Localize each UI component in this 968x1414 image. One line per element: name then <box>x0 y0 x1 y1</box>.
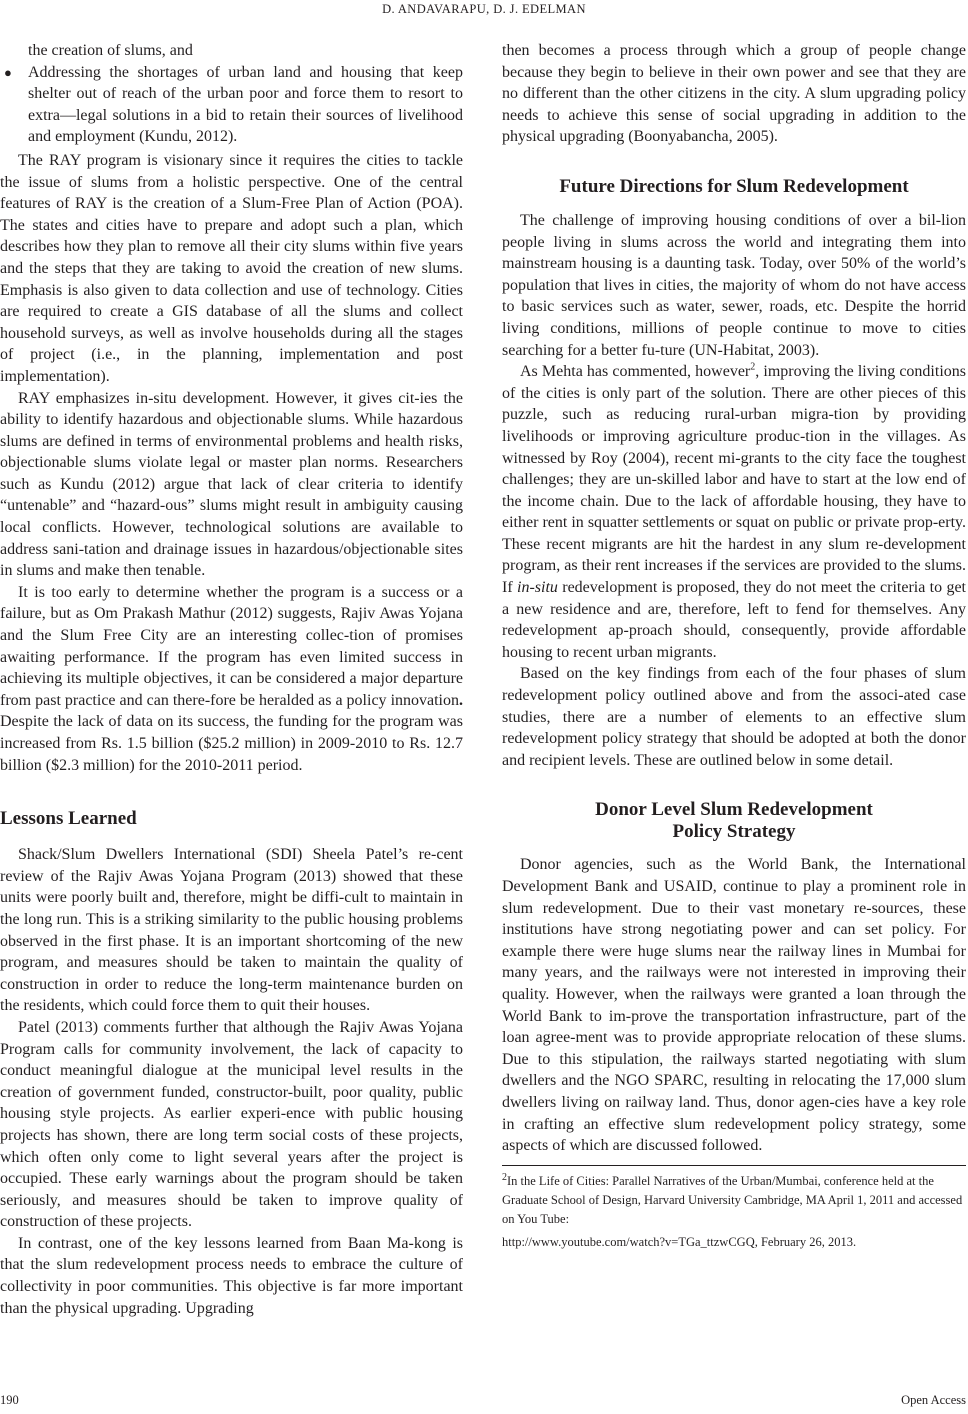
paragraph-donor-agencies: Donor agencies, such as the World Bank, the International Development Bank and USAID, continue to play a prominent role in slum redevelopment. Due to their vast monetary re-sources, these institutions have strong negotiating power and can set policy. For example there were huge slums near the railway lines in Mumbai for many years, and the railways were not interested in improving their quality. However, when the railways were granted a loan through the World Bank to im-prove the transportation infrastructure, part of the loan agree-ment was to provide appropriate relocation of these slums. Due to this stipulation, the railways started negotiating with slum dwellers and the NGO SPARC, resulting in relocating the 17,000 slum dwellers living on railway land. Thus, donor agen-cies have a key role in crafting an effective slum redevelopment policy strategy, some aspects of which are discussed followed. <box>502 856 966 1155</box>
section-heading-lessons-learned: Lessons Learned <box>0 808 137 830</box>
running-head: D. ANDAVARAPU, D. J. EDELMAN <box>382 2 586 16</box>
paragraph-ray-success <box>0 582 463 776</box>
paragraph-key-findings: Based on the key findings from each of the four phases of slum redevelopment policy outlined above and from the associ-ated case studies, there are a number of elements to an effective slum redevelopment policy strategy that should be adopted at both the donor and recipient levels. These are outlined below in some detail. <box>502 665 966 769</box>
paragraph-mehta <box>502 361 966 663</box>
paragraph-baan-makong: In contrast, one of the key lessons learned from Baan Ma-kong is that the slum redevelopment process needs to embrace the culture of collectivity in poor communities. This objective is far more important than the physical upgrading. Upgrading <box>0 1234 463 1317</box>
bullet-item <box>4 62 463 148</box>
footnote-divider <box>502 1165 966 1166</box>
heading-line-2: Policy Strategy <box>672 821 796 843</box>
paragraph-sdi-review: Shack/Slum Dwellers International (SDI) Sheela Patel’s re-cent review of the Rajiv Awas Yojana Program (2013) showed that these units were poorly built and, therefore, might be diffi-cult to maintain in the long run. This is a striking similarity to the public housing problems observed in the first phase. It is an important shortcoming of the new program, and measures should be taken to maintain the quality of construction in order to reduce the long-term maintenance burden on the residents, which could force them to quit their houses. <box>0 846 463 1015</box>
paragraph-text: As Mehta has commented, however <box>520 363 751 381</box>
left-column <box>0 40 463 1319</box>
bullet-item-text: Addressing the shortages of urban land and housing that keep shelter out of reach of the urban poor and force them to resort to extra—legal solutions in a bid to retain their sources of livelihood and employment (Kundu, 2012). <box>28 63 463 146</box>
bullet-dot-icon: ● <box>4 64 12 80</box>
section-heading-future-directions: Future Directions for Slum Redevelopment <box>559 175 909 197</box>
paragraph-text: Despite the lack of data on its success, the funding for the program was increased from Rs. 1.5 billion ($25.2 million) in 2009-2010 to Rs. 12.7 billion ($2.3 million) for the 2010-2011 period. <box>0 713 463 774</box>
paragraph-challenge: The challenge of improving housing conditions of over a bil-lion people living in slums across the world and integrating them into mainstream housing is a daunting task. Today, over 50% of the world’s population that lives in cities, the majority of whom do not have access to basic services such as water, sewer, roads, etc. Despite the horrid living conditions, millions of people continue to move to cities searching for a better fu-ture (UN-Habitat, 2003). <box>502 211 966 359</box>
footnote-text: In the Life of Cities: Parallel Narratives of the Urban/Mumbai, conference held at the Graduate School of Design, Harvard University Cambridge, MA April 1, 2011 and accessed on You Tube: <box>502 1173 963 1226</box>
footnote-marker: 2 <box>750 361 756 373</box>
paragraph-text: It is too early to determine whether the program is a success or a failure, but as Om Prakash Mathur (2012) suggests, Rajiv Awas Yojana and the Slum Free City are an interesting collec-tion of promises awaiting performance. If the program has even limited success in achieving its multiple objectives, it can be considered a major departure from past practice and can there-fore be heralded as a policy innovation <box>0 583 463 709</box>
paragraph-ray-program: The RAY program is visionary since it requires the cities to tackle the issue of slums from a holistic perspective. One of the central features of RAY is the creation of a Slum-Free Plan of Action (POA). The states and cities have to prepare and adopt such a plan, which describes how they plan to remove all their city slums within five years and the steps that they are taking to avoid the creation of new slums. Emphasis is also given to data collection and use of technology. Cities are required to create a GIS database of all the slums and collect household surveys, as well as involve households during all the stages of project (i.e., in the planning, implementation and post implementation). <box>0 151 463 385</box>
page-number: 190 <box>0 1393 19 1407</box>
paragraph-text: redevelopment is proposed, they do not meet the criteria to get a new residence and are, therefore, left to fend for themselves. Any redevelopment ap-proach should, consequently, provide affordable housing to recent urban migrants. <box>502 579 966 661</box>
italic-term: in-situ <box>517 579 558 597</box>
bold-period: . <box>459 691 463 709</box>
heading-line-1: Donor Level Slum Redevelopment <box>595 799 873 821</box>
right-column <box>502 40 966 1252</box>
paragraph-patel-comments: Patel (2013) comments further that although the Rajiv Awas Yojana Program calls for community involvement, the lack of capacity to conduct meaningful dialogue at the municipal level results in the creation of government funded, constructor-built, poor quality, public housing style projects. As earlier experi-ence with public housing projects has shown, there are long term social costs of these projects, which often only come to light several years after the project is occupied. These early warnings about the program should be taken seriously, and measures should be taken to improve quality of construction of these projects. <box>0 1018 463 1231</box>
footnote <box>502 1172 966 1229</box>
open-access-label: Open Access <box>901 1393 966 1407</box>
footnote-url: http://www.youtube.com/watch?v=TGa_ttzwCGQ, February 26, 2013. <box>502 1234 857 1249</box>
section-heading-donor-level <box>502 799 966 843</box>
bullet-continuation: the creation of slums, and <box>28 42 193 59</box>
footnote-number: 2 <box>502 1171 507 1183</box>
paragraph-ray-insitu: RAY emphasizes in-situ development. However, it gives cit-ies the ability to identify hazardous and objectionable slums. While hazardous slums are defined in terms of environmental problems and health risks, objectionable slums violate legal or master plan norms. Researchers such as Kundu (2012) argue that lack of clear criteria to identify “untenable” and “hazard-ous” slums might result in ambiguity causing local conflicts. However, technological solutions are available to address sani-tation and drainage issues in hazardous/objectionable sites in slums and make then tenable. <box>0 389 463 580</box>
paragraph-text: , improving the living conditions of the cities is only part of the solution. There are other pieces of this puzzle, such as reducing rural-urban migra-tion by providing livelihoods or improving agriculture produc-tion in the villages. As witnessed by Roy (2004), recent mi-grants to the city face the toughest challenges; they are un-skilled labor and have to start at the low end of the income chain. Due to the lack of affordable housing, they have to either rent in squatter settlements or squat on public or private prop-erty. These recent migrants are hit the hardest in any slum re-development program, as their rent increases if the services are provided to the slums. If <box>502 363 966 597</box>
paragraph-upgrading-continued: then becomes a process through which a group of people change because they begin to believe in their own power and see that they are no different than the other citizens in the city. A slum upgrading policy needs to achieve this sense of social upgrading in addition to the physical upgrading (Boonyabancha, 2005). <box>502 42 966 146</box>
